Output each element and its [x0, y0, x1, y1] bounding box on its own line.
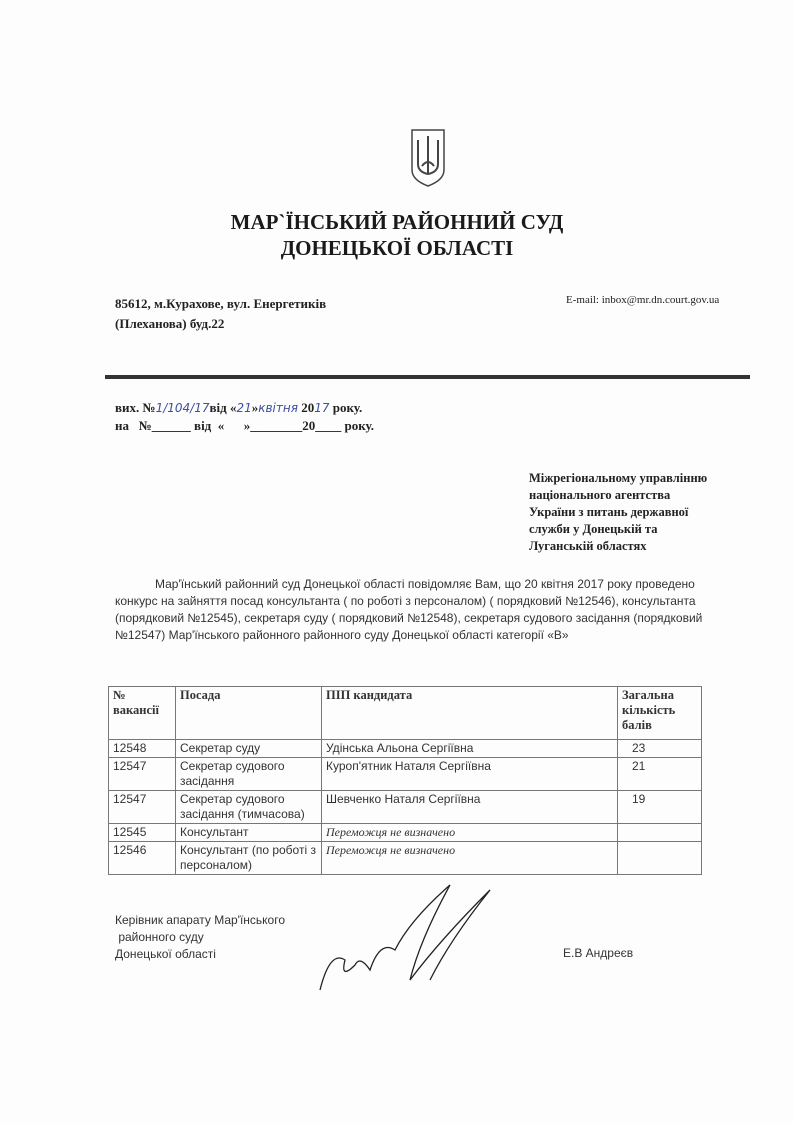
cell: Консультант (по роботі з персоналом)	[176, 842, 322, 875]
handwritten-number: 1/104/17	[155, 401, 210, 415]
recipient-line: України з питань державної	[529, 505, 689, 519]
recipient-line: Міжрегіональному управлінню	[529, 471, 708, 485]
col-header: ПІП кандидата	[322, 687, 618, 740]
cell: Шевченко Наталя Сергіївна	[322, 791, 618, 824]
cell: 19	[618, 791, 702, 824]
table-row	[109, 791, 702, 824]
table-row	[109, 758, 702, 791]
cell: 12547	[109, 758, 176, 791]
cell: Секретар судового засідання (тимчасова)	[176, 791, 322, 824]
recipient	[529, 470, 707, 555]
col-header: Посада	[176, 687, 322, 740]
table-header	[109, 687, 702, 740]
header-divider	[105, 375, 750, 379]
cell: Секретар суду	[176, 740, 322, 758]
recipient-line: Луганській областях	[529, 539, 647, 553]
label: від «	[209, 400, 237, 415]
cell: 12546	[109, 842, 176, 875]
cell: 12547	[109, 791, 176, 824]
col-header: Загальна кількість балів	[618, 687, 702, 740]
handwritten-day: 21	[236, 401, 252, 415]
handwritten-year: 17	[314, 401, 330, 415]
cell: 12545	[109, 824, 176, 842]
table-row	[109, 740, 702, 758]
incoming-number-line: на №______ від « »________20____ року.	[115, 418, 374, 433]
body-paragraph: Мар'їнський районний суд Донецької області повідомляє Вам, що 20 квітня 2017 року проведено конкурс на зайняття посад консультанта ( по роботі з персоналом) ( порядковий №12546), консультанта (порядковий №12545), секретаря суду ( порядковий №12548), секретаря судового засідання (порядковий №12547) Мар'їнського районного районного суду Донецької області категорії «В»	[115, 577, 703, 642]
label: вих. №	[115, 400, 156, 415]
signatory-title	[115, 912, 285, 963]
cell: Переможця не визначено	[322, 842, 618, 875]
court-region: ДОНЕЦЬКОЇ ОБЛАСТІ	[280, 236, 514, 260]
col-header: № вакансії	[109, 687, 176, 740]
address-line: (Плеханова) буд.22	[115, 316, 225, 331]
signatory-line: Керівник апарату Мар'їнського	[115, 913, 286, 927]
recipient-line: національного агентства	[529, 488, 671, 502]
table-row	[109, 842, 702, 875]
trident-emblem-icon	[408, 126, 448, 188]
cell: 23	[618, 740, 702, 758]
results-table	[108, 686, 702, 875]
cell: Куроп'ятник Наталя Сергіївна	[322, 758, 618, 791]
recipient-line: служби у Донецькій та	[529, 522, 658, 536]
label: 20	[301, 400, 315, 415]
cell	[618, 842, 702, 875]
label: »	[251, 400, 259, 415]
handwritten-month: квітня	[258, 401, 298, 415]
cell: Консультант	[176, 824, 322, 842]
cell: Секретар судового засідання	[176, 758, 322, 791]
address-line: 85612, м.Курахове, вул. Енергетиків	[115, 296, 327, 311]
cell: Переможця не визначено	[322, 824, 618, 842]
signatory-line: Донецької області	[115, 947, 216, 961]
signatory-line: районного суду	[115, 930, 204, 944]
cell: 21	[618, 758, 702, 791]
court-name: МАР`ЇНСЬКИЙ РАЙОННИЙ СУД	[230, 210, 564, 234]
address	[115, 294, 326, 334]
signatory-name: Е.В Андреєв	[563, 946, 634, 960]
cell: Удінська Альона Сергіївна	[322, 740, 618, 758]
cell: 12548	[109, 740, 176, 758]
outgoing-number-line	[115, 400, 362, 416]
table-row	[109, 824, 702, 842]
cell	[618, 824, 702, 842]
label: року.	[332, 400, 363, 415]
handwritten-signature	[300, 880, 500, 1000]
email: E-mail: inbox@mr.dn.court.gov.ua	[566, 294, 720, 306]
